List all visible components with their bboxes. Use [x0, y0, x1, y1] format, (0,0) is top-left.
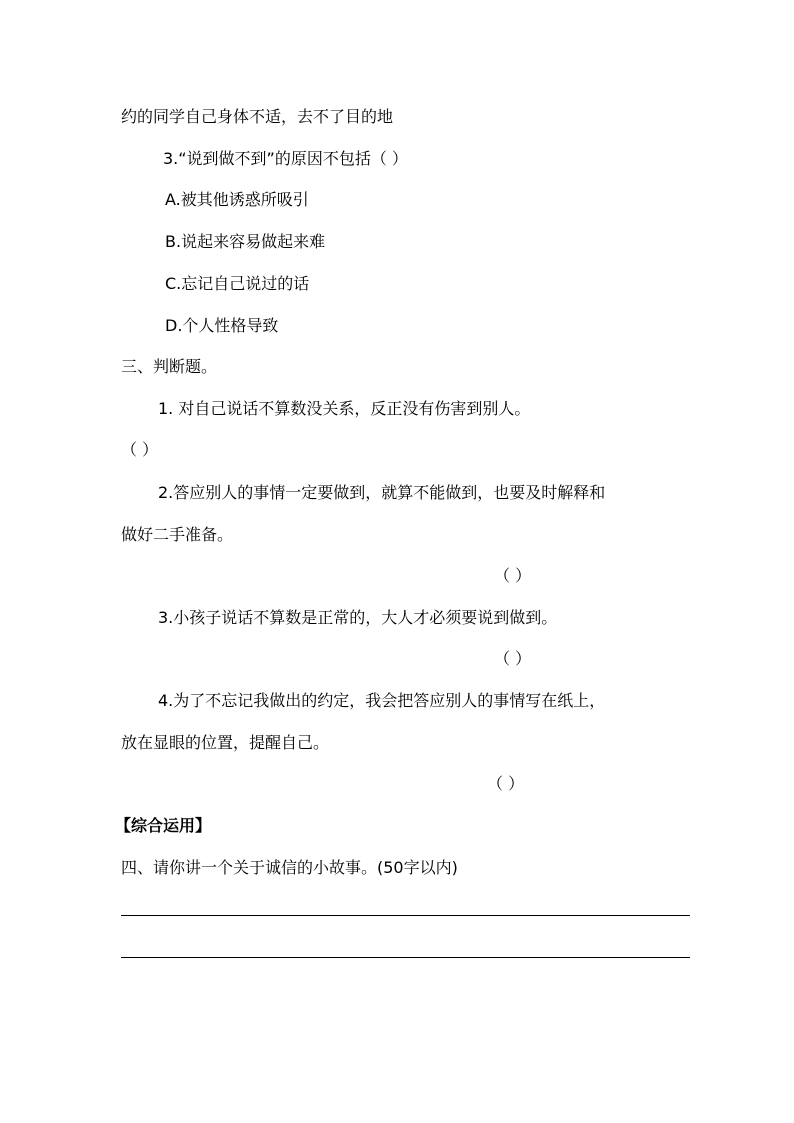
answer-paren: （ ） — [494, 649, 532, 668]
section-3-heading: 三、判断题。 — [121, 357, 218, 376]
answer-line-1[interactable] — [121, 915, 690, 916]
option-c: C.忘记自己说过的话 — [165, 274, 310, 293]
option-d: D.个人性格导致 — [165, 316, 279, 335]
answer-line-2[interactable] — [121, 957, 690, 958]
answer-paren: （ ） — [494, 566, 532, 585]
answer-paren: （ ） — [121, 440, 159, 459]
option-a: A.被其他诱惑所吸引 — [165, 190, 309, 209]
question-4-text: 四、请你讲一个关于诚信的小故事。(50字以内) — [121, 858, 458, 877]
judge-item-2-text: 2.答应别人的事情一定要做到，就算不能做到，也要及时解释和 — [158, 483, 606, 502]
judge-item-4-text-cont: 放在显眼的位置，提醒自己。 — [121, 733, 330, 752]
answer-paren: （ ） — [487, 774, 525, 793]
judge-item-1-text: 1. 对自己说话不算数没关系，反正没有伤害到别人。 — [158, 399, 531, 418]
option-b: B.说起来容易做起来难 — [165, 232, 326, 251]
judge-item-4-text: 4.为了不忘记我做出的约定，我会把答应别人的事情写在纸上， — [158, 691, 606, 710]
question-3-stem: 3.“说到做不到”的原因不包括（ ） — [163, 149, 408, 168]
judge-item-2-text-cont: 做好二手准备。 — [121, 525, 234, 544]
judge-item-3-text: 3.小孩子说话不算数是正常的，大人才必须要说到做到。 — [158, 608, 558, 627]
continuation-text: 约的同学自己身体不适，去不了目的地 — [121, 107, 394, 126]
section-title-comprehensive: 【综合运用】 — [115, 816, 212, 835]
